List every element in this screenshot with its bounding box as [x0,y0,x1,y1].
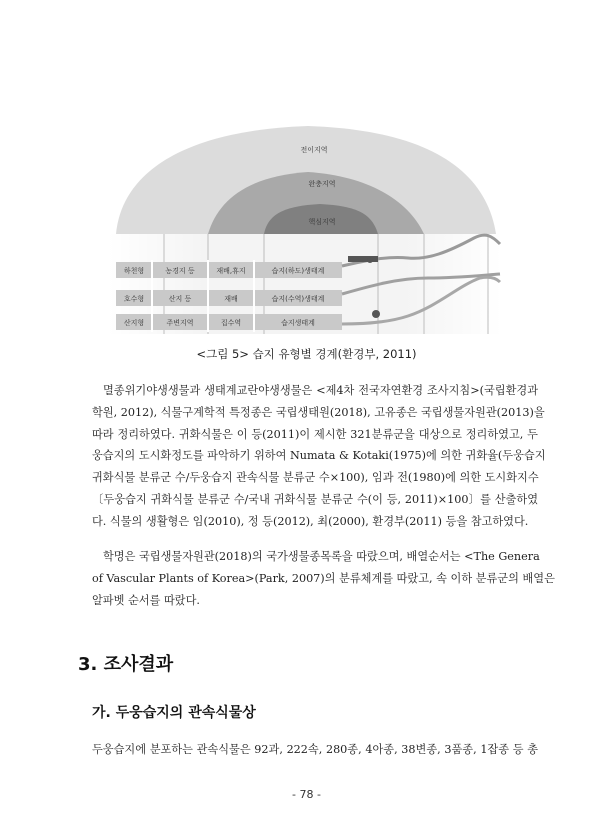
text-line: 웅습지의 도시화정도를 파악하기 위하여 Numata & Kotaki(1975)에 의한 귀화율(두웅습지 [92,449,546,463]
row1-ecosystem: 습지(하도)생태계 [271,267,325,275]
row1-location: 농경지 등 [165,267,195,275]
text-line: 귀화식물 분류군 수/두웅습지 관속식물 분류군 수×100), 임과 전(1980)에 의한 도시화지수 [92,471,539,485]
text-line: 두웅습지에 분포하는 관속식물은 92과, 222속, 280종, 4아종, 38변종, 3품종, 1잡종 등 총 [92,743,538,756]
text-line: 다. 식물의 생활형은 임(2010), 정 등(2012), 최(2000), 환경부(2011) 등을 참고하였다. [92,514,529,528]
section-heading: 3. 조사결과 [78,654,174,675]
paragraph-methods-2 [92,546,555,611]
paragraph-results [92,741,538,763]
text-line: 멸종위기야생생물과 생태계교란야생생물은 <제4차 전국자연환경 조사지침>(국립환경과 [103,384,538,397]
zone-label-buffer: 완충지역 [308,180,336,188]
text-line: 〔두웅습지 귀화식물 분류군 수/국내 귀화식물 분류군 수(이 등, 2011)×100〕를 산출하였 [92,492,538,506]
row1-use: 재배,휴지 [216,267,246,275]
zone-label-transition: 전이지역 [300,146,328,154]
text-line: 학원, 2012), 식물구계학적 특정종은 국립생태원(2018), 고유종은 국립생물자원관(2013)을 [92,405,545,419]
row1-type: 하천형 [123,267,145,275]
figure-caption: <그림 5> 습지 유형별 경계(환경부, 2011) [196,347,417,361]
row3-location: 주변지역 [166,319,194,327]
paragraph-methods-1 [92,380,546,533]
text-line: 알파벳 순서를 따랐다. [92,593,200,607]
row2-type: 호수형 [123,295,145,303]
zone-label-core: 핵심지역 [308,218,336,226]
row2-ecosystem: 습지(수역)생태계 [271,295,325,303]
wetland-boundary-figure [108,110,502,342]
row3-use: 집수역 [220,319,242,327]
row2-location: 산지 등 [168,295,192,303]
subsection-heading: 가. 두웅습지의 관속식물상 [92,705,256,721]
text-line: of Vascular Plants of Korea>(Park, 2007)의 분류체계를 따랐고, 속 이하 분류군의 배열은 [92,571,555,585]
row2-use: 재배 [224,295,238,303]
row3-ecosystem: 습지생태계 [281,319,315,327]
page-number: - 78 - [292,788,321,801]
text-line: 따라 정리하였다. 귀화식물은 이 등(2011)이 제시한 321분류군을 대상으로 정리하였고, 두 [92,427,538,441]
text-line: 학명은 국립생물자원관(2018)의 국가생물종목록을 따랐으며, 배열순서는 <The Genera [103,550,540,563]
row3-type: 산지형 [123,319,145,327]
